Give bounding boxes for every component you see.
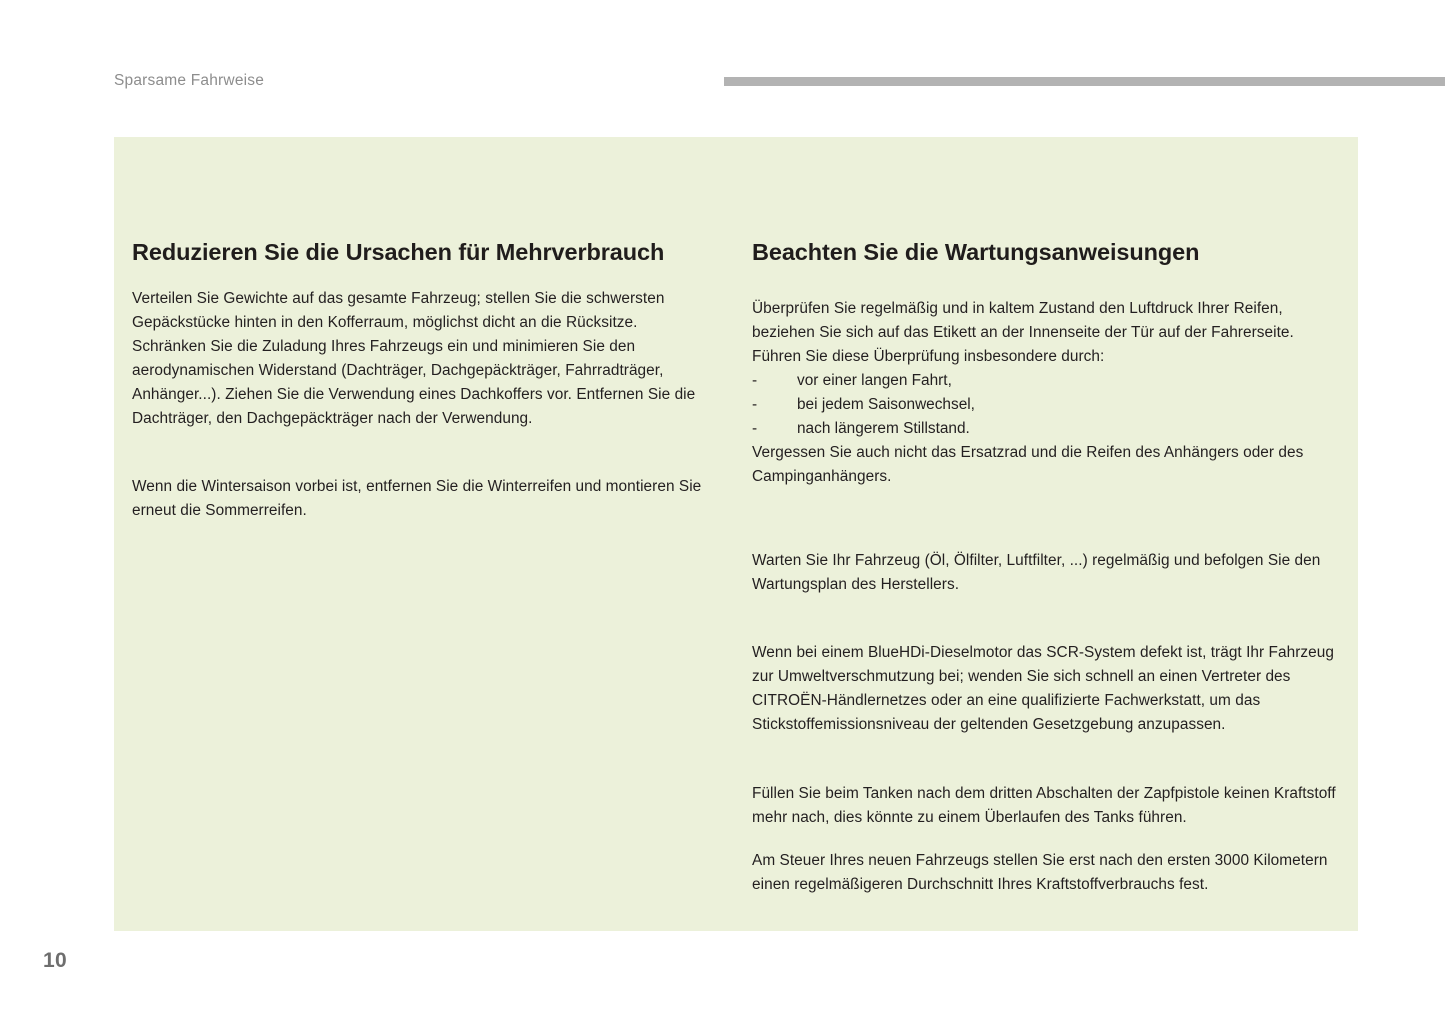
page-header xyxy=(0,0,1445,137)
right-column xyxy=(752,237,1340,897)
header-rule-divider xyxy=(724,77,1445,86)
dash-marker: - xyxy=(752,372,758,390)
right-section-heading: Beachten Sie die Wartungsanweisungen xyxy=(752,239,1200,265)
left-paragraph-2: Wenn die Wintersaison vorbei ist, entfernen Sie die Winterreifen und montieren Sie erneut die Sommerreifen. xyxy=(132,478,702,520)
right-paragraph-bluehdi: Wenn bei einem BlueHDi-Dieselmotor das SCR-System defekt ist, trägt Ihr Fahrzeug zur Umweltverschmutzung bei; wenden Sie sich schnell an einen Vertreter des CITROËN-Händlernetzes oder an eine qualifizierte Fachwerkstatt, um das Stickstoffemissionsniveau der geltenden Gesetzgebung anzupassen. xyxy=(752,644,1334,734)
right-paragraph-maintenance: Warten Sie Ihr Fahrzeug (Öl, Ölfilter, Luftfilter, ...) regelmäßig und befolgen Sie den Wartungsplan des Herstellers. xyxy=(752,552,1321,594)
list-item-label: bei jedem Saisonwechsel, xyxy=(797,396,975,414)
right-intro-paragraph: Überprüfen Sie regelmäßig und in kaltem Zustand den Luftdruck Ihrer Reifen, beziehen Sie sich auf das Etikett an der Innenseite der Tür auf der Fahrerseite. Führen Sie diese Überprüfung insbesondere durch: xyxy=(752,300,1294,366)
tyre-check-list xyxy=(752,369,1340,441)
left-column xyxy=(132,237,752,897)
left-paragraph-1: Verteilen Sie Gewichte auf das gesamte Fahrzeug; stellen Sie die schwersten Gepäckstücke hinten in den Kofferraum, möglichst dicht an die Rücksitze. Schränken Sie die Zuladung Ihres Fahrzeugs ein und minimieren Sie den aerodynamischen Widerstand (Dachträger, Dachgepäckträger, Fahrradträger, Anhänger...). Ziehen Sie die Verwendung eines Dachkoffers vor. Entfernen Sie die Dachträger, den Dachgepäckträger nach der Verwendung. xyxy=(132,290,696,428)
page-number: 10 xyxy=(43,949,67,972)
list-item xyxy=(752,369,1340,393)
right-paragraph-running-in: Am Steuer Ihres neuen Fahrzeugs stellen Sie erst nach den ersten 3000 Kilometern einen regelmäßigeren Durchschnitt Ihres Kraftstoffverbrauchs fest. xyxy=(752,851,1328,893)
list-item xyxy=(752,393,1340,417)
left-section-heading: Reduzieren Sie die Ursachen für Mehrverbrauch xyxy=(132,239,665,265)
content-panel xyxy=(114,137,1358,931)
two-column-layout xyxy=(132,237,1340,897)
dash-marker: - xyxy=(752,396,758,414)
right-after-list-paragraph: Vergessen Sie auch nicht das Ersatzrad und die Reifen des Anhängers oder des Campinganhängers. xyxy=(752,444,1304,486)
list-item-label: nach längerem Stillstand. xyxy=(797,420,970,438)
list-item-label: vor einer langen Fahrt, xyxy=(797,372,952,390)
list-item xyxy=(752,417,1340,441)
dash-marker: - xyxy=(752,420,758,438)
running-head-title: Sparsame Fahrweise xyxy=(114,72,265,89)
right-paragraph-refuelling: Füllen Sie beim Tanken nach dem dritten Abschalten der Zapfpistole keinen Kraftstoff mehr nach, dies könnte zu einem Überlaufen des Tanks führen. xyxy=(752,784,1336,826)
